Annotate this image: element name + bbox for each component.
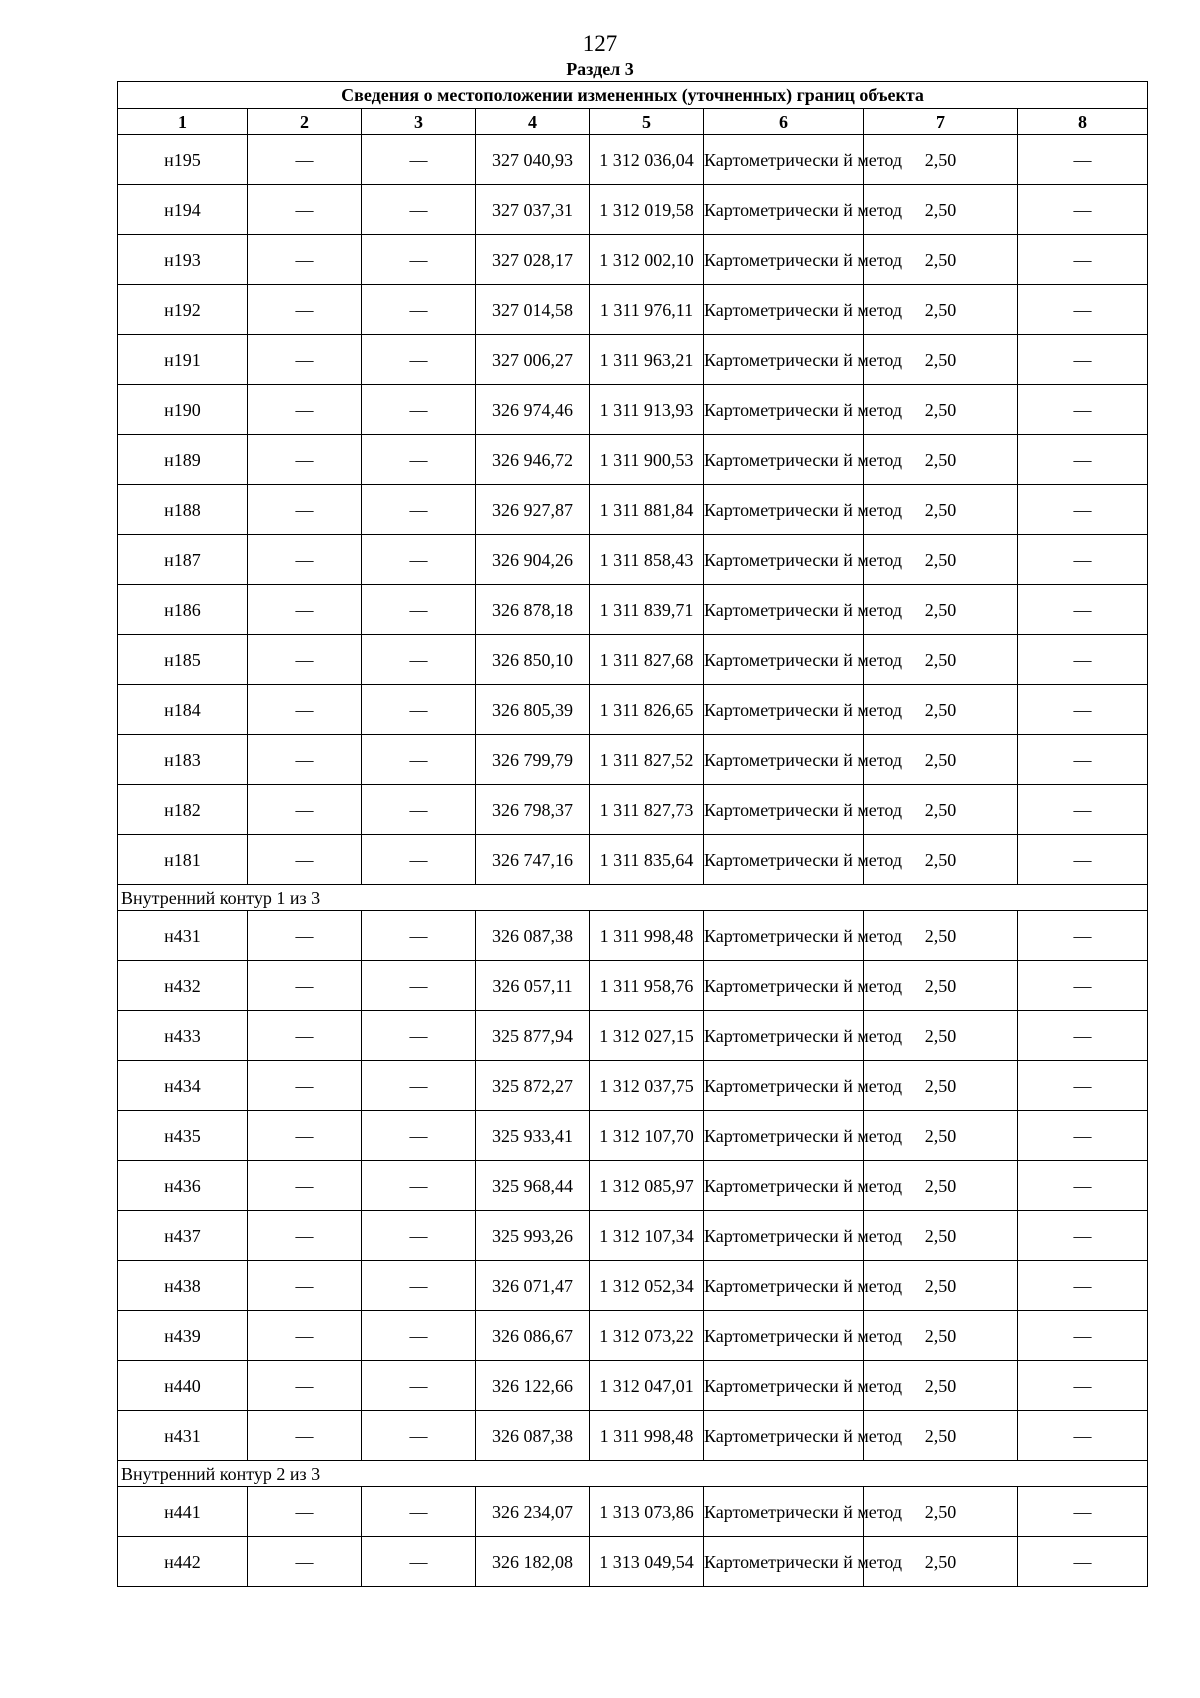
contour-header-row <box>118 1461 1148 1487</box>
column-3-cell: — <box>362 235 476 285</box>
column-3-cell: — <box>362 911 476 961</box>
column-8-cell: — <box>1018 785 1148 835</box>
x-coordinate-cell: 325 933,41 <box>476 1111 590 1161</box>
x-coordinate-cell: 326 057,11 <box>476 961 590 1011</box>
column-3-cell: — <box>362 1211 476 1261</box>
y-coordinate-cell: 1 311 976,11 <box>590 285 704 335</box>
y-coordinate-cell: 1 311 839,71 <box>590 585 704 635</box>
method-cell: Картометрически й метод <box>704 335 864 385</box>
table-row <box>118 1261 1148 1311</box>
column-2-cell: — <box>248 235 362 285</box>
column-number: 2 <box>248 109 362 135</box>
method-cell: Картометрически й метод <box>704 585 864 635</box>
column-2-cell: — <box>248 685 362 735</box>
column-3-cell: — <box>362 1361 476 1411</box>
accuracy-cell: 2,50 <box>864 235 1018 285</box>
y-coordinate-cell: 1 311 827,73 <box>590 785 704 835</box>
column-3-cell: — <box>362 1537 476 1587</box>
point-cell: н191 <box>118 335 248 385</box>
column-8-cell: — <box>1018 1011 1148 1061</box>
table-row <box>118 235 1148 285</box>
y-coordinate-cell: 1 313 049,54 <box>590 1537 704 1587</box>
table-row <box>118 285 1148 335</box>
column-8-cell: — <box>1018 1311 1148 1361</box>
accuracy-cell: 2,50 <box>864 285 1018 335</box>
table-row <box>118 535 1148 585</box>
accuracy-cell: 2,50 <box>864 835 1018 885</box>
y-coordinate-cell: 1 312 073,22 <box>590 1311 704 1361</box>
column-8-cell: — <box>1018 1537 1148 1587</box>
method-cell: Картометрически й метод <box>704 1361 864 1411</box>
x-coordinate-cell: 327 014,58 <box>476 285 590 335</box>
method-cell: Картометрически й метод <box>704 1411 864 1461</box>
x-coordinate-cell: 326 234,07 <box>476 1487 590 1537</box>
method-cell: Картометрически й метод <box>704 185 864 235</box>
column-3-cell: — <box>362 1261 476 1311</box>
column-8-cell: — <box>1018 485 1148 535</box>
y-coordinate-cell: 1 311 913,93 <box>590 385 704 435</box>
method-cell: Картометрически й метод <box>704 635 864 685</box>
column-8-cell: — <box>1018 385 1148 435</box>
method-cell: Картометрически й метод <box>704 535 864 585</box>
column-2-cell: — <box>248 1111 362 1161</box>
column-2-cell: — <box>248 1011 362 1061</box>
y-coordinate-cell: 1 311 963,21 <box>590 335 704 385</box>
point-cell: н433 <box>118 1011 248 1061</box>
column-3-cell: — <box>362 1311 476 1361</box>
column-3-cell: — <box>362 735 476 785</box>
accuracy-cell: 2,50 <box>864 1361 1018 1411</box>
table-row <box>118 835 1148 885</box>
x-coordinate-cell: 326 904,26 <box>476 535 590 585</box>
column-3-cell: — <box>362 1061 476 1111</box>
point-cell: н194 <box>118 185 248 235</box>
accuracy-cell: 2,50 <box>864 961 1018 1011</box>
table-row <box>118 961 1148 1011</box>
accuracy-cell: 2,50 <box>864 585 1018 635</box>
x-coordinate-cell: 326 071,47 <box>476 1261 590 1311</box>
point-cell: н441 <box>118 1487 248 1537</box>
x-coordinate-cell: 326 878,18 <box>476 585 590 635</box>
column-3-cell: — <box>362 485 476 535</box>
point-cell: н434 <box>118 1061 248 1111</box>
table-row <box>118 1487 1148 1537</box>
table-row <box>118 685 1148 735</box>
y-coordinate-cell: 1 312 085,97 <box>590 1161 704 1211</box>
x-coordinate-cell: 325 877,94 <box>476 1011 590 1061</box>
y-coordinate-cell: 1 311 998,48 <box>590 1411 704 1461</box>
column-8-cell: — <box>1018 285 1148 335</box>
accuracy-cell: 2,50 <box>864 1211 1018 1261</box>
y-coordinate-cell: 1 312 027,15 <box>590 1011 704 1061</box>
y-coordinate-cell: 1 311 998,48 <box>590 911 704 961</box>
table-row <box>118 1111 1148 1161</box>
column-2-cell: — <box>248 335 362 385</box>
table-row <box>118 185 1148 235</box>
accuracy-cell: 2,50 <box>864 1487 1018 1537</box>
accuracy-cell: 2,50 <box>864 185 1018 235</box>
column-2-cell: — <box>248 1487 362 1537</box>
column-2-cell: — <box>248 1061 362 1111</box>
column-8-cell: — <box>1018 185 1148 235</box>
x-coordinate-cell: 326 182,08 <box>476 1537 590 1587</box>
column-3-cell: — <box>362 1161 476 1211</box>
x-coordinate-cell: 325 993,26 <box>476 1211 590 1261</box>
point-cell: н439 <box>118 1311 248 1361</box>
x-coordinate-cell: 325 968,44 <box>476 1161 590 1211</box>
table-row <box>118 485 1148 535</box>
point-cell: н190 <box>118 385 248 435</box>
method-cell: Картометрически й метод <box>704 1011 864 1061</box>
column-8-cell: — <box>1018 1111 1148 1161</box>
x-coordinate-cell: 326 086,67 <box>476 1311 590 1361</box>
table-row <box>118 435 1148 485</box>
column-8-cell: — <box>1018 635 1148 685</box>
table-row <box>118 1061 1148 1111</box>
accuracy-cell: 2,50 <box>864 785 1018 835</box>
x-coordinate-cell: 326 927,87 <box>476 485 590 535</box>
accuracy-cell: 2,50 <box>864 1261 1018 1311</box>
column-3-cell: — <box>362 435 476 485</box>
point-cell: н438 <box>118 1261 248 1311</box>
column-2-cell: — <box>248 1537 362 1587</box>
method-cell: Картометрически й метод <box>704 1537 864 1587</box>
y-coordinate-cell: 1 312 047,01 <box>590 1361 704 1411</box>
column-3-cell: — <box>362 585 476 635</box>
method-cell: Картометрически й метод <box>704 385 864 435</box>
column-2-cell: — <box>248 1211 362 1261</box>
x-coordinate-cell: 326 122,66 <box>476 1361 590 1411</box>
column-8-cell: — <box>1018 235 1148 285</box>
accuracy-cell: 2,50 <box>864 685 1018 735</box>
accuracy-cell: 2,50 <box>864 735 1018 785</box>
table-row <box>118 585 1148 635</box>
column-3-cell: — <box>362 135 476 185</box>
method-cell: Картометрически й метод <box>704 1111 864 1161</box>
column-3-cell: — <box>362 1487 476 1537</box>
y-coordinate-cell: 1 312 107,34 <box>590 1211 704 1261</box>
table-row <box>118 735 1148 785</box>
method-cell: Картометрически й метод <box>704 835 864 885</box>
point-cell: н436 <box>118 1161 248 1211</box>
method-cell: Картометрически й метод <box>704 1261 864 1311</box>
accuracy-cell: 2,50 <box>864 1011 1018 1061</box>
method-cell: Картометрически й метод <box>704 685 864 735</box>
x-coordinate-cell: 326 850,10 <box>476 635 590 685</box>
column-2-cell: — <box>248 535 362 585</box>
accuracy-cell: 2,50 <box>864 1161 1018 1211</box>
y-coordinate-cell: 1 313 073,86 <box>590 1487 704 1537</box>
table-row <box>118 1361 1148 1411</box>
table-row <box>118 635 1148 685</box>
accuracy-cell: 2,50 <box>864 1311 1018 1361</box>
point-cell: н195 <box>118 135 248 185</box>
x-coordinate-cell: 327 040,93 <box>476 135 590 185</box>
column-2-cell: — <box>248 635 362 685</box>
column-3-cell: — <box>362 635 476 685</box>
column-number: 6 <box>704 109 864 135</box>
x-coordinate-cell: 326 798,37 <box>476 785 590 835</box>
column-3-cell: — <box>362 535 476 585</box>
y-coordinate-cell: 1 311 881,84 <box>590 485 704 535</box>
table-row <box>118 911 1148 961</box>
x-coordinate-cell: 325 872,27 <box>476 1061 590 1111</box>
y-coordinate-cell: 1 311 858,43 <box>590 535 704 585</box>
point-cell: н442 <box>118 1537 248 1587</box>
table-caption-row <box>118 82 1148 109</box>
column-8-cell: — <box>1018 535 1148 585</box>
y-coordinate-cell: 1 311 835,64 <box>590 835 704 885</box>
method-cell: Картометрически й метод <box>704 1487 864 1537</box>
column-3-cell: — <box>362 1411 476 1461</box>
column-8-cell: — <box>1018 835 1148 885</box>
x-coordinate-cell: 326 087,38 <box>476 911 590 961</box>
column-3-cell: — <box>362 1011 476 1061</box>
column-3-cell: — <box>362 685 476 735</box>
column-2-cell: — <box>248 1361 362 1411</box>
point-cell: н183 <box>118 735 248 785</box>
table-row <box>118 135 1148 185</box>
y-coordinate-cell: 1 311 827,68 <box>590 635 704 685</box>
accuracy-cell: 2,50 <box>864 135 1018 185</box>
method-cell: Картометрически й метод <box>704 135 864 185</box>
method-cell: Картометрически й метод <box>704 1061 864 1111</box>
y-coordinate-cell: 1 312 036,04 <box>590 135 704 185</box>
point-cell: н184 <box>118 685 248 735</box>
column-2-cell: — <box>248 1411 362 1461</box>
table-row <box>118 1161 1148 1211</box>
table-caption: Сведения о местоположении измененных (уточненных) границ объекта <box>118 82 1148 109</box>
method-cell: Картометрически й метод <box>704 485 864 535</box>
column-2-cell: — <box>248 185 362 235</box>
table-row <box>118 385 1148 435</box>
column-2-cell: — <box>248 435 362 485</box>
column-2-cell: — <box>248 585 362 635</box>
accuracy-cell: 2,50 <box>864 335 1018 385</box>
column-2-cell: — <box>248 1161 362 1211</box>
point-cell: н185 <box>118 635 248 685</box>
column-8-cell: — <box>1018 1061 1148 1111</box>
point-cell: н432 <box>118 961 248 1011</box>
point-cell: н437 <box>118 1211 248 1261</box>
method-cell: Картометрически й метод <box>704 1211 864 1261</box>
column-8-cell: — <box>1018 685 1148 735</box>
column-8-cell: — <box>1018 435 1148 485</box>
y-coordinate-cell: 1 312 019,58 <box>590 185 704 235</box>
column-2-cell: — <box>248 485 362 535</box>
column-number-row <box>118 109 1148 135</box>
table-row <box>118 1211 1148 1261</box>
y-coordinate-cell: 1 311 900,53 <box>590 435 704 485</box>
method-cell: Картометрически й метод <box>704 1161 864 1211</box>
x-coordinate-cell: 327 028,17 <box>476 235 590 285</box>
column-8-cell: — <box>1018 1361 1148 1411</box>
point-cell: н188 <box>118 485 248 535</box>
column-8-cell: — <box>1018 1211 1148 1261</box>
y-coordinate-cell: 1 311 958,76 <box>590 961 704 1011</box>
accuracy-cell: 2,50 <box>864 1111 1018 1161</box>
accuracy-cell: 2,50 <box>864 535 1018 585</box>
column-3-cell: — <box>362 385 476 435</box>
x-coordinate-cell: 326 974,46 <box>476 385 590 435</box>
y-coordinate-cell: 1 312 052,34 <box>590 1261 704 1311</box>
column-3-cell: — <box>362 285 476 335</box>
method-cell: Картометрически й метод <box>704 235 864 285</box>
point-cell: н181 <box>118 835 248 885</box>
accuracy-cell: 2,50 <box>864 635 1018 685</box>
point-cell: н189 <box>118 435 248 485</box>
point-cell: н187 <box>118 535 248 585</box>
point-cell: н186 <box>118 585 248 635</box>
column-number: 7 <box>864 109 1018 135</box>
accuracy-cell: 2,50 <box>864 1411 1018 1461</box>
column-8-cell: — <box>1018 1487 1148 1537</box>
point-cell: н431 <box>118 911 248 961</box>
column-8-cell: — <box>1018 585 1148 635</box>
column-3-cell: — <box>362 961 476 1011</box>
x-coordinate-cell: 326 799,79 <box>476 735 590 785</box>
contour-label: Внутренний контур 1 из 3 <box>118 885 1148 911</box>
coordinates-table <box>117 81 1148 1587</box>
column-number: 3 <box>362 109 476 135</box>
column-number: 8 <box>1018 109 1148 135</box>
point-cell: н435 <box>118 1111 248 1161</box>
column-8-cell: — <box>1018 735 1148 785</box>
column-number: 1 <box>118 109 248 135</box>
table-row <box>118 1011 1148 1061</box>
x-coordinate-cell: 327 006,27 <box>476 335 590 385</box>
column-2-cell: — <box>248 961 362 1011</box>
accuracy-cell: 2,50 <box>864 385 1018 435</box>
table-row <box>118 1411 1148 1461</box>
accuracy-cell: 2,50 <box>864 1537 1018 1587</box>
accuracy-cell: 2,50 <box>864 911 1018 961</box>
x-coordinate-cell: 326 747,16 <box>476 835 590 885</box>
x-coordinate-cell: 326 087,38 <box>476 1411 590 1461</box>
method-cell: Картометрически й метод <box>704 961 864 1011</box>
accuracy-cell: 2,50 <box>864 1061 1018 1111</box>
column-8-cell: — <box>1018 1161 1148 1211</box>
column-2-cell: — <box>248 1261 362 1311</box>
x-coordinate-cell: 327 037,31 <box>476 185 590 235</box>
column-8-cell: — <box>1018 1411 1148 1461</box>
column-number: 5 <box>590 109 704 135</box>
column-8-cell: — <box>1018 135 1148 185</box>
table-row <box>118 335 1148 385</box>
x-coordinate-cell: 326 946,72 <box>476 435 590 485</box>
y-coordinate-cell: 1 312 037,75 <box>590 1061 704 1111</box>
column-2-cell: — <box>248 285 362 335</box>
y-coordinate-cell: 1 312 107,70 <box>590 1111 704 1161</box>
column-2-cell: — <box>248 835 362 885</box>
column-2-cell: — <box>248 1311 362 1361</box>
method-cell: Картометрически й метод <box>704 911 864 961</box>
y-coordinate-cell: 1 311 827,52 <box>590 735 704 785</box>
column-8-cell: — <box>1018 335 1148 385</box>
column-8-cell: — <box>1018 911 1148 961</box>
accuracy-cell: 2,50 <box>864 435 1018 485</box>
section-title: Раздел 3 <box>566 59 634 79</box>
table-row <box>118 1311 1148 1361</box>
column-number: 4 <box>476 109 590 135</box>
method-cell: Картометрически й метод <box>704 435 864 485</box>
point-cell: н182 <box>118 785 248 835</box>
contour-label: Внутренний контур 2 из 3 <box>118 1461 1148 1487</box>
column-8-cell: — <box>1018 961 1148 1011</box>
point-cell: н193 <box>118 235 248 285</box>
column-3-cell: — <box>362 835 476 885</box>
column-3-cell: — <box>362 1111 476 1161</box>
column-3-cell: — <box>362 185 476 235</box>
column-2-cell: — <box>248 135 362 185</box>
method-cell: Картометрически й метод <box>704 735 864 785</box>
point-cell: н192 <box>118 285 248 335</box>
column-8-cell: — <box>1018 1261 1148 1311</box>
column-2-cell: — <box>248 385 362 435</box>
column-3-cell: — <box>362 335 476 385</box>
x-coordinate-cell: 326 805,39 <box>476 685 590 735</box>
point-cell: н440 <box>118 1361 248 1411</box>
column-2-cell: — <box>248 911 362 961</box>
contour-header-row <box>118 885 1148 911</box>
table-row <box>118 1537 1148 1587</box>
method-cell: Картометрически й метод <box>704 285 864 335</box>
column-3-cell: — <box>362 785 476 835</box>
accuracy-cell: 2,50 <box>864 485 1018 535</box>
method-cell: Картометрически й метод <box>704 785 864 835</box>
table-row <box>118 785 1148 835</box>
page-number: 127 <box>582 31 618 56</box>
y-coordinate-cell: 1 311 826,65 <box>590 685 704 735</box>
y-coordinate-cell: 1 312 002,10 <box>590 235 704 285</box>
point-cell: н431 <box>118 1411 248 1461</box>
method-cell: Картометрически й метод <box>704 1311 864 1361</box>
column-2-cell: — <box>248 735 362 785</box>
column-2-cell: — <box>248 785 362 835</box>
